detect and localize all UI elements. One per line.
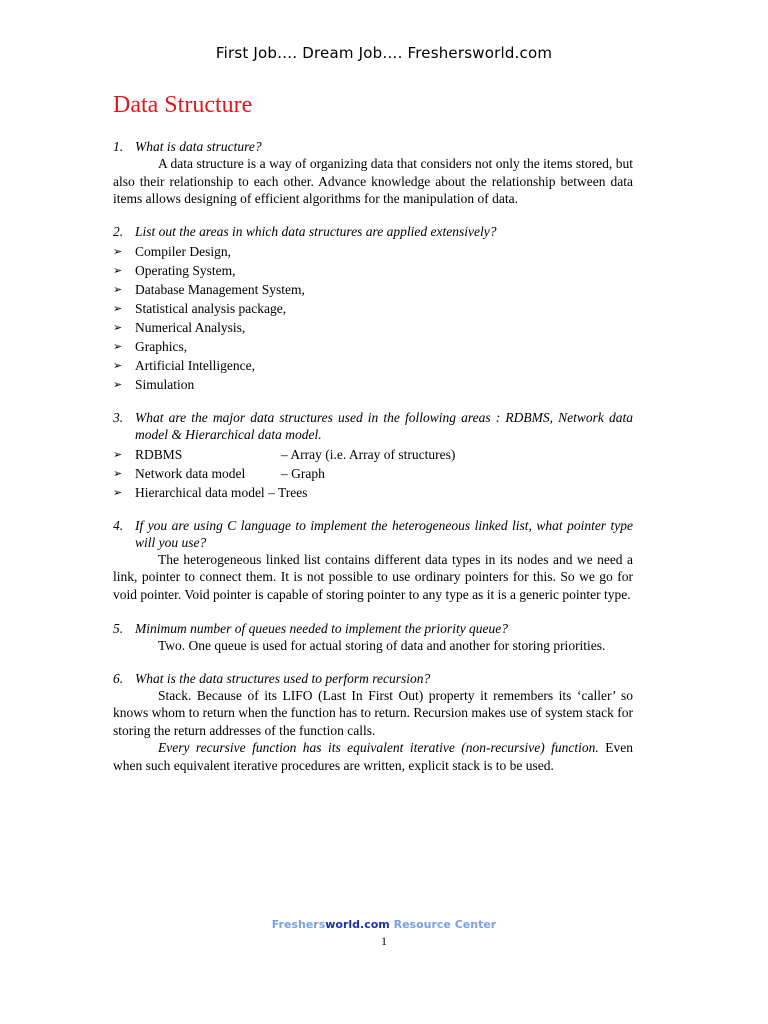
question-number: 5.: [113, 621, 124, 636]
list-item: [113, 483, 633, 502]
structures-list: [113, 445, 633, 502]
page-number: 1: [381, 934, 387, 948]
question-2: [113, 223, 633, 240]
question-text: What is the data structures used to perform recursion?: [135, 670, 431, 686]
list-item-text: Operating System,: [135, 262, 236, 278]
answer-1: A data structure is a way of organizing data that considers not only the items stored, but also their relationship to each other. Advance knowledge about the relationship between data items allows designing of efficient algorithms for the manipulation of data.: [113, 156, 633, 206]
question-1: [113, 138, 633, 155]
list-item: [113, 318, 633, 337]
question-number: 3.: [113, 409, 124, 425]
list-item: [113, 356, 633, 375]
document-body: [113, 90, 633, 774]
list-item: [113, 445, 633, 464]
footer-brand-part1: Freshers: [271, 918, 326, 931]
list-item: [113, 242, 633, 261]
page-header: First Job…. Dream Job…. Freshersworld.com: [215, 44, 553, 62]
arrow-bullet-icon: ➢: [113, 485, 123, 499]
question-text: If you are using C language to implement the heterogeneous linked list, what pointer type will you use?: [135, 517, 633, 550]
page-title: Data Structure: [113, 92, 253, 118]
question-text: List out the areas in which data structures are applied extensively?: [135, 223, 497, 239]
areas-list: [113, 242, 633, 394]
arrow-bullet-icon: ➢: [113, 244, 123, 258]
list-item-text: Simulation: [135, 376, 195, 392]
arrow-bullet-icon: ➢: [113, 447, 123, 461]
structure-name: – Array (i.e. Array of structures): [281, 446, 456, 462]
footer-brand-part3: Resource Center: [389, 918, 497, 931]
area-name: Hierarchical data model: [135, 484, 265, 500]
answer-6-note: [113, 739, 633, 774]
area-name: Network data model: [135, 465, 246, 481]
footer-brand-part2: world.com: [325, 918, 390, 931]
list-item: [113, 464, 633, 483]
list-item-text: Statistical analysis package,: [135, 300, 287, 316]
list-item: [113, 261, 633, 280]
question-number: 1.: [113, 139, 124, 154]
arrow-bullet-icon: ➢: [113, 301, 123, 315]
question-6: [113, 670, 633, 687]
list-item-text: Graphics,: [135, 338, 188, 354]
question-text: What are the major data structures used in the following areas : RDBMS, Network data model & Hierarchical data model.: [135, 409, 633, 442]
answer-6-note-rest: Even when such equivalent iterative procedures are written, explicit stack is to be used.: [113, 740, 633, 773]
question-number: 4.: [113, 517, 124, 533]
question-text: What is data structure?: [135, 139, 262, 154]
question-5: [113, 620, 633, 637]
answer-6: Stack. Because of its LIFO (Last In First Out) property it remembers its ‘caller’ so knows whom to return when the function has to return. Recursion makes use of system stack for storing the return addresses of the function calls.: [113, 687, 634, 738]
list-item: [113, 299, 633, 318]
question-4: [113, 517, 633, 551]
structure-name: – Graph: [281, 465, 325, 481]
question-number: 2.: [113, 223, 124, 239]
answer-5: Two. One queue is used for actual storing of data and another for storing priorities.: [158, 638, 606, 653]
list-item: [113, 375, 633, 394]
arrow-bullet-icon: ➢: [113, 263, 123, 277]
answer-4: The heterogeneous linked list contains different data types in its nodes and we need a link, pointer to connect them. It is not possible to use ordinary pointers for this. So we go for void pointer. Void pointer is capable of storing pointer to any type as it is a generic pointer type.: [113, 551, 633, 602]
arrow-bullet-icon: ➢: [113, 466, 123, 480]
list-item-text: Compiler Design,: [135, 243, 231, 259]
arrow-bullet-icon: ➢: [113, 282, 123, 296]
list-item: [113, 280, 633, 299]
list-item-text: Database Management System,: [135, 281, 305, 297]
area-name: RDBMS: [135, 446, 183, 462]
arrow-bullet-icon: ➢: [113, 377, 123, 391]
list-item: [113, 337, 633, 356]
page-footer: [0, 918, 768, 931]
list-item-text: Numerical Analysis,: [135, 319, 246, 335]
question-text: Minimum number of queues needed to implement the priority queue?: [135, 621, 509, 636]
question-3: [113, 409, 633, 443]
answer-6-note-italic: Every recursive function has its equivalent iterative (non-recursive) function.: [158, 740, 599, 755]
arrow-bullet-icon: ➢: [113, 320, 123, 334]
arrow-bullet-icon: ➢: [113, 358, 123, 372]
question-number: 6.: [113, 670, 124, 686]
arrow-bullet-icon: ➢: [113, 339, 123, 353]
structure-name: – Trees: [268, 484, 308, 500]
list-item-text: Artificial Intelligence,: [135, 357, 255, 373]
